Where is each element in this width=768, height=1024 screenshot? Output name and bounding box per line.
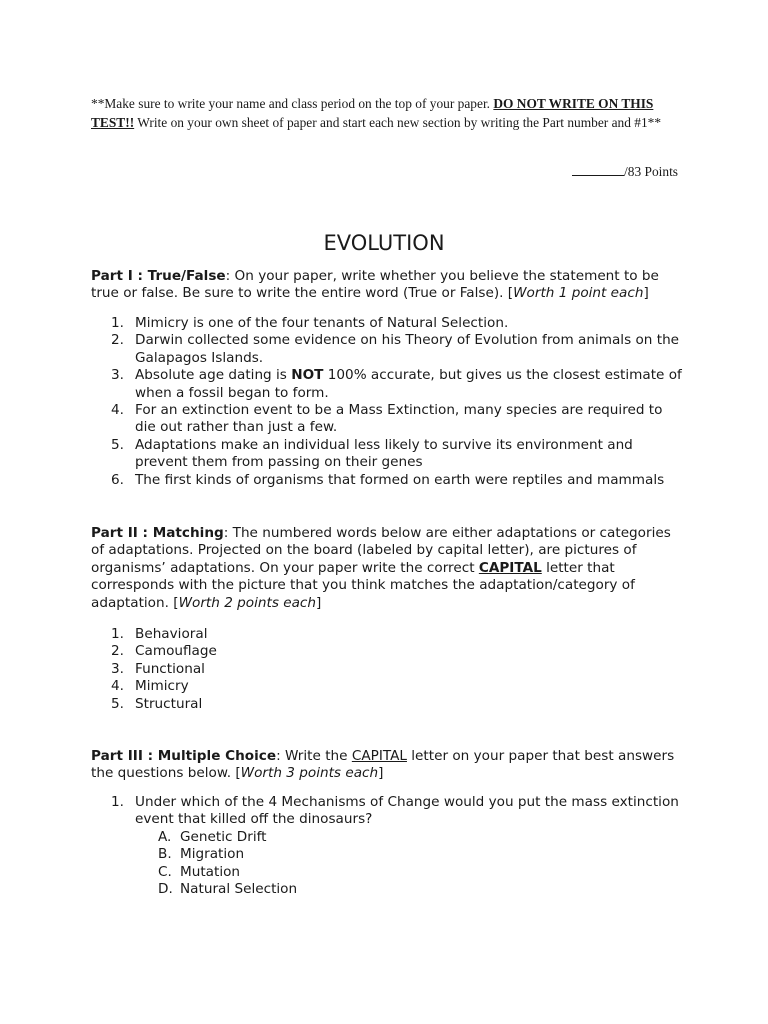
part3-intro-text-continued: letter on your paper that best answers the questions below. [ — [91, 748, 675, 782]
list-item — [91, 367, 683, 402]
part2-heading: Part II : Matching — [91, 525, 224, 541]
item-number: 2. — [111, 643, 124, 660]
item-text-pre: Absolute age dating is — [135, 367, 292, 384]
item-number: 1. — [111, 315, 124, 331]
item-text: Behavioral — [135, 626, 208, 642]
list-item — [91, 472, 683, 489]
item-text: Structural — [135, 695, 203, 712]
item-text: Mimicry is one of the four tenants of Natural Selection. — [135, 315, 509, 331]
part2-intro-text-continued: letter that corresponds with the picture that you think matches the adaptation/category of adaptation. [ — [91, 559, 635, 611]
part3-worth: Worth 3 points each — [240, 765, 379, 782]
part1-close: ] — [643, 285, 649, 302]
answer-choice — [135, 881, 683, 898]
choice-text: Mutation — [180, 863, 241, 880]
item-text: The first kinds of organisms that formed on earth were reptiles and mammals — [135, 471, 665, 488]
choice-text: Genetic Drift — [180, 828, 267, 845]
list-item — [91, 643, 683, 660]
list-item — [91, 678, 683, 695]
item-number: 3. — [111, 367, 124, 384]
item-number: 4. — [111, 402, 124, 419]
item-text-bold: NOT — [291, 367, 324, 384]
choice-text: Migration — [180, 846, 245, 863]
part3-close: ] — [378, 765, 384, 782]
score-blank — [572, 162, 624, 176]
choice-letter: C. — [158, 863, 172, 880]
part1-intro — [91, 268, 683, 303]
list-item — [91, 661, 683, 678]
item-number: 4. — [111, 678, 124, 695]
part3-heading: Part III : Multiple Choice — [91, 748, 277, 764]
item-text: Functional — [135, 660, 205, 677]
score-line — [572, 162, 678, 181]
part3-intro — [91, 748, 683, 783]
answer-choices — [135, 829, 683, 899]
list-item — [91, 332, 683, 367]
score-total: /83 Points — [624, 164, 678, 179]
list-item — [91, 437, 683, 472]
item-text: Darwin collected some evidence on his Theory of Evolution from animals on the Galapagos Islands. — [135, 332, 680, 366]
item-text: Mimicry — [135, 678, 189, 695]
list-item — [91, 626, 683, 643]
part3-capital: CAPITAL — [351, 748, 407, 764]
question-number: 1. — [111, 794, 124, 810]
part2-capital: CAPITAL — [478, 559, 542, 576]
item-number: 1. — [111, 626, 124, 642]
item-number: 3. — [111, 660, 124, 677]
choice-text: Natural Selection — [180, 881, 298, 898]
item-number: 2. — [111, 332, 124, 349]
list-item — [91, 696, 683, 713]
list-item — [91, 402, 683, 437]
instructions — [91, 94, 681, 132]
do-not-write-warning: DO NOT WRITE ON THIS TEST!! — [91, 96, 654, 130]
item-number: 5. — [111, 436, 124, 453]
part2-intro — [91, 525, 683, 612]
list-item — [91, 315, 683, 332]
item-text: For an extinction event to be a Mass Extinction, many species are required to die out rather than just a few. — [135, 402, 663, 436]
part2-close: ] — [316, 594, 322, 611]
item-text: Camouflage — [135, 643, 217, 660]
instructions-text-continued: Write on your own sheet of paper and start each new section by writing the Part number and #1** — [134, 115, 662, 130]
page-title: EVOLUTION — [323, 231, 445, 255]
part3-intro-text: : Write the — [276, 748, 352, 764]
part1-heading: Part I : True/False — [91, 268, 226, 284]
answer-choice — [135, 864, 683, 881]
question-text: Under which of the 4 Mechanisms of Change would you put the mass extinction event that killed off the dinosaurs? — [135, 794, 679, 828]
part1-worth: Worth 1 point each — [513, 285, 644, 302]
answer-choice — [135, 846, 683, 863]
part1-intro-text: : On your paper, write whether you believe the statement to be true or false. Be sure to write the entire word (True or False). [ — [91, 268, 659, 302]
answer-choice — [135, 829, 683, 846]
part2-intro-text: : The numbered words below are either adaptations or categories of adaptations. Projected on the board (labeled by capital letter), are pictures of organisms’ adaptations. On your paper write the correct — [91, 525, 671, 576]
part2-worth: Worth 2 points each — [178, 594, 317, 611]
item-text-post: 100% accurate, but gives us the closest estimate of when a fossil began to form. — [135, 367, 682, 401]
choice-letter: D. — [158, 881, 173, 898]
question-item — [91, 794, 683, 898]
instructions-text: **Make sure to write your name and class period on the top of your paper. — [91, 96, 494, 111]
item-text: Adaptations make an individual less likely to survive its environment and prevent them from passing on their genes — [135, 436, 633, 471]
part3-list — [91, 794, 683, 898]
item-number: 5. — [111, 695, 124, 712]
choice-letter: B. — [158, 846, 172, 863]
item-number: 6. — [111, 471, 124, 488]
part2-list — [91, 626, 683, 713]
choice-letter: A. — [158, 828, 172, 845]
part1-list — [91, 315, 683, 489]
